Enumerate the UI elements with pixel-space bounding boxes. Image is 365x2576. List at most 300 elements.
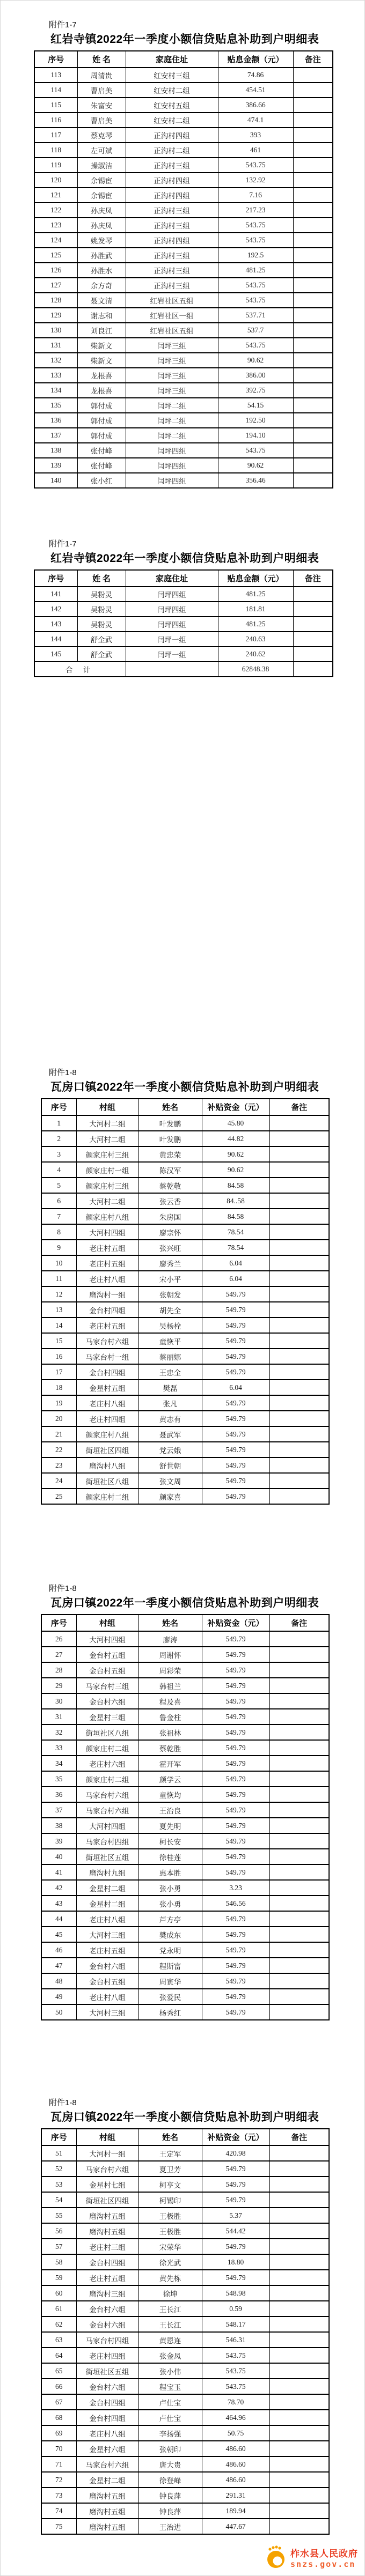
table-cell: 郭付成 xyxy=(77,398,126,413)
table-cell xyxy=(269,1178,329,1193)
table-cell xyxy=(269,1395,329,1411)
table-cell: 549.79 xyxy=(202,1395,269,1411)
table-cell: 73 xyxy=(41,2488,76,2503)
table-cell: 街垣社区八组 xyxy=(76,1724,138,1740)
table-cell: 街垣社区五组 xyxy=(76,2363,138,2379)
table-cell: 黄恩连 xyxy=(138,2332,202,2348)
table-cell xyxy=(293,263,333,278)
table-row xyxy=(41,2316,329,2332)
column-header: 贴息金额（元） xyxy=(218,570,293,587)
table-cell: 闫坪四组 xyxy=(126,587,218,602)
table-cell xyxy=(269,2363,329,2379)
table-cell: 12 xyxy=(41,1286,76,1302)
subsidy-table xyxy=(41,1614,330,2020)
table-cell xyxy=(293,353,333,368)
table-row xyxy=(41,1209,329,1224)
table-cell xyxy=(269,1286,329,1302)
table-cell: 549.79 xyxy=(202,1849,269,1864)
table-cell: 马家台村六组 xyxy=(76,1333,138,1349)
table-cell: 549.79 xyxy=(202,1833,269,1849)
table-cell: 59 xyxy=(41,2270,76,2285)
table-cell: 549.79 xyxy=(202,2161,269,2177)
table-cell: 周谢怀 xyxy=(138,1647,202,1662)
table-cell: 393 xyxy=(218,128,293,143)
table-cell xyxy=(269,1662,329,1678)
table-row xyxy=(34,68,333,83)
table-cell: 舒全武 xyxy=(77,632,126,647)
table-cell: 蔡丽娜 xyxy=(138,1349,202,1364)
table-cell: 129 xyxy=(34,308,77,323)
table-cell: 颜家庄村八组 xyxy=(76,1426,138,1442)
table-cell: 132 xyxy=(34,353,77,368)
table-cell xyxy=(126,662,218,677)
table-cell: 金星村三组 xyxy=(76,1709,138,1724)
table-cell: 闫坪四组 xyxy=(126,602,218,617)
table-cell: 481.25 xyxy=(218,263,293,278)
table-cell: 正沟村三组 xyxy=(126,203,218,218)
table-cell xyxy=(269,2208,329,2223)
table-cell: 金星村二组 xyxy=(76,2472,138,2488)
table-cell: 543.75 xyxy=(218,278,293,293)
table-row xyxy=(41,1631,329,1647)
table-cell: 39 xyxy=(41,1833,76,1849)
table-cell: 老庄村五组 xyxy=(76,2270,138,2285)
table-cell: 颜家喜 xyxy=(138,1489,202,1504)
table-cell xyxy=(269,2456,329,2472)
table-row xyxy=(41,1973,329,1989)
table-cell: 26 xyxy=(41,1631,76,1647)
table-cell: 549.79 xyxy=(202,1333,269,1349)
table-cell: 老庄村八组 xyxy=(76,1395,138,1411)
table-cell: 陈汉军 xyxy=(138,1162,202,1178)
table-cell: 130 xyxy=(34,323,77,338)
table-cell: 老庄村六组 xyxy=(76,1756,138,1771)
table-header-row xyxy=(41,1615,329,1631)
table-row xyxy=(41,2441,329,2456)
table-cell: 9 xyxy=(41,1240,76,1255)
page-sheet-2 xyxy=(1,488,365,677)
table-row xyxy=(41,2223,329,2239)
table-row xyxy=(41,2192,329,2208)
table-cell: 119 xyxy=(34,158,77,173)
table-cell: 张付峰 xyxy=(77,443,126,458)
table-cell: 22 xyxy=(41,1442,76,1457)
table-cell: 张金凤 xyxy=(138,2348,202,2363)
table-cell: 135 xyxy=(34,398,77,413)
table-cell: 李扬强 xyxy=(138,2425,202,2441)
table-cell: 磨沟村五组 xyxy=(76,2208,138,2223)
table-header-row xyxy=(34,51,333,68)
attachment-label: 附件1-7 xyxy=(49,20,77,29)
table-cell: 大河村三组 xyxy=(76,2004,138,2020)
table-cell xyxy=(269,1787,329,1802)
table-cell: 461 xyxy=(218,143,293,158)
table-cell: 543.75 xyxy=(218,218,293,233)
page-title: 瓦房口镇2022年一季度小额信贷贴息补助到户明细表 xyxy=(50,1081,319,1093)
table-cell: 韩祖兰 xyxy=(138,1678,202,1693)
table-cell: 549.79 xyxy=(202,1349,269,1364)
table-cell: 291.31 xyxy=(202,2488,269,2503)
table-cell xyxy=(269,1724,329,1740)
table-row xyxy=(34,113,333,128)
table-row xyxy=(41,2285,329,2301)
table-cell: 486.60 xyxy=(202,2472,269,2488)
table-cell xyxy=(269,2379,329,2394)
table-cell xyxy=(293,278,333,293)
table-cell: 张小勇 xyxy=(138,1880,202,1896)
table-cell: 大河村二组 xyxy=(76,1115,138,1131)
table-cell: 磨沟村五组 xyxy=(76,2488,138,2503)
table-cell: 549.79 xyxy=(202,1724,269,1740)
table-cell: 马家台村一组 xyxy=(76,1349,138,1364)
table-cell: 蔡乾敬 xyxy=(138,1178,202,1193)
table-row xyxy=(34,353,333,368)
table-cell: 老庄村四组 xyxy=(76,2348,138,2363)
table-cell: 63 xyxy=(41,2332,76,2348)
table-row xyxy=(34,428,333,443)
table-cell xyxy=(269,2488,329,2503)
table-row xyxy=(41,1302,329,1317)
table-cell xyxy=(293,248,333,263)
table-cell: 392.75 xyxy=(218,383,293,398)
table-row xyxy=(34,602,333,617)
table-cell xyxy=(269,2145,329,2161)
table-cell xyxy=(269,1411,329,1426)
page-sheet-3 xyxy=(1,677,365,1505)
table-cell: 颜家庄村一组 xyxy=(76,1162,138,1178)
table-cell: 闫坪一组 xyxy=(126,632,218,647)
table-cell: 420.98 xyxy=(202,2145,269,2161)
table-cell: 街垣社区八组 xyxy=(76,1473,138,1489)
table-cell: 84.58 xyxy=(202,1209,269,1224)
table-cell xyxy=(269,2332,329,2348)
table-cell: 114 xyxy=(34,83,77,98)
table-cell xyxy=(293,602,333,617)
table-cell xyxy=(269,1973,329,1989)
table-cell: 王极胜 xyxy=(138,2208,202,2223)
table-cell: 15 xyxy=(41,1333,76,1349)
table-cell: 余锡宦 xyxy=(77,173,126,188)
attachment-label: 附件1-8 xyxy=(49,2098,77,2107)
table-cell: 王极胜 xyxy=(138,2223,202,2239)
table-row xyxy=(34,413,333,428)
column-header: 姓名 xyxy=(138,1615,202,1631)
table-cell: 0.59 xyxy=(202,2301,269,2316)
table-row xyxy=(41,2004,329,2020)
table-cell xyxy=(293,293,333,308)
table-cell xyxy=(269,1115,329,1131)
table-row xyxy=(41,1442,329,1457)
table-cell xyxy=(293,98,333,113)
table-cell: 黄志有 xyxy=(138,1411,202,1426)
table-cell: 吴粉灵 xyxy=(77,602,126,617)
attachment-label: 附件1-7 xyxy=(49,539,77,549)
table-cell: 金台村四组 xyxy=(76,1302,138,1317)
table-cell: 124 xyxy=(34,233,77,248)
table-cell: 闫坪二组 xyxy=(126,398,218,413)
table-cell: 145 xyxy=(34,647,77,662)
column-header: 序号 xyxy=(41,1099,76,1115)
page-sheet-1 xyxy=(1,1,365,488)
table-cell xyxy=(269,2348,329,2363)
table-cell: 549.79 xyxy=(202,1489,269,1504)
table-cell: 颜家庄村三组 xyxy=(76,1178,138,1193)
table-cell xyxy=(269,1209,329,1224)
table-cell: 红岩社区一组 xyxy=(126,308,218,323)
table-cell: 柴新文 xyxy=(77,338,126,353)
table-cell: 老庄村五组 xyxy=(76,1240,138,1255)
table-cell: 杨秀红 xyxy=(138,2004,202,2020)
table-cell: 37 xyxy=(41,1802,76,1818)
table-cell xyxy=(269,2316,329,2332)
table-row xyxy=(41,1647,329,1662)
table-cell xyxy=(293,83,333,98)
table-row xyxy=(41,2301,329,2316)
table-cell: 钟良萍 xyxy=(138,2503,202,2519)
table-cell: 546.56 xyxy=(202,1896,269,1911)
table-row xyxy=(41,1131,329,1146)
table-cell: 樊成东 xyxy=(138,1927,202,1942)
table-cell xyxy=(293,233,333,248)
table-cell: 45.80 xyxy=(202,1115,269,1131)
table-cell: 549.79 xyxy=(202,1302,269,1317)
table-cell: 537.71 xyxy=(218,308,293,323)
table-cell: 龙根喜 xyxy=(77,383,126,398)
table-row xyxy=(34,173,333,188)
column-header: 贴息金额（元） xyxy=(218,51,293,68)
table-cell: 118 xyxy=(34,143,77,158)
table-cell: 舒全武 xyxy=(77,647,126,662)
table-cell xyxy=(293,128,333,143)
table-cell: 正沟村四组 xyxy=(126,188,218,203)
table-cell xyxy=(269,2161,329,2177)
table-cell: 10 xyxy=(41,1255,76,1271)
table-row xyxy=(41,1333,329,1349)
table-cell xyxy=(293,323,333,338)
table-cell: 549.79 xyxy=(202,1911,269,1927)
table-cell: 50.75 xyxy=(202,2425,269,2441)
table-row xyxy=(34,383,333,398)
table-cell xyxy=(293,218,333,233)
page-title: 红岩寺镇2022年一季度小额信贷贴息补助到户明细表 xyxy=(50,552,319,565)
table-cell: 240.62 xyxy=(218,647,293,662)
table-cell: 6.04 xyxy=(202,1380,269,1395)
table-cell xyxy=(293,368,333,383)
table-cell: 磨沟村三组 xyxy=(76,2285,138,2301)
table-cell: 孙胜武 xyxy=(77,248,126,263)
table-row xyxy=(41,1178,329,1193)
table-row xyxy=(34,128,333,143)
column-header: 姓 名 xyxy=(77,51,126,68)
table-cell: 126 xyxy=(34,263,77,278)
table-cell: 115 xyxy=(34,98,77,113)
table-cell: 王治进 xyxy=(138,2519,202,2534)
table-cell: 柴新文 xyxy=(77,353,126,368)
table-cell: 543.75 xyxy=(202,2348,269,2363)
table-cell: 35 xyxy=(41,1771,76,1787)
table-cell: 16 xyxy=(41,1349,76,1364)
subsidy-table xyxy=(34,50,333,488)
table-cell xyxy=(269,2004,329,2020)
table-cell: 金台村四组 xyxy=(76,2410,138,2425)
table-cell xyxy=(269,1927,329,1942)
table-cell: 张凡 xyxy=(138,1395,202,1411)
table-cell: 543.75 xyxy=(218,338,293,353)
table-cell: 41 xyxy=(41,1864,76,1880)
table-cell: 6 xyxy=(41,1193,76,1209)
table-cell: 549.79 xyxy=(202,1647,269,1662)
table-cell: 大河村四组 xyxy=(76,1818,138,1833)
table-row xyxy=(41,1286,329,1302)
table-row xyxy=(41,2145,329,2161)
table-cell xyxy=(269,1146,329,1162)
table-cell: 192.5 xyxy=(218,248,293,263)
table-cell: 121 xyxy=(34,188,77,203)
table-cell: 老庄村五组 xyxy=(76,1317,138,1333)
table-cell xyxy=(269,1193,329,1209)
table-cell: 张爱民 xyxy=(138,1989,202,2004)
total-row xyxy=(34,662,333,677)
table-cell: 磨沟村五组 xyxy=(76,2519,138,2534)
table-cell: 549.79 xyxy=(202,1973,269,1989)
table-cell xyxy=(269,1271,329,1286)
table-cell: 549.79 xyxy=(202,1927,269,1942)
table-cell xyxy=(293,158,333,173)
table-cell: 老庄村五组 xyxy=(76,1942,138,1958)
column-header: 备注 xyxy=(269,2129,329,2145)
table-cell: 闫坪二组 xyxy=(126,413,218,428)
table-cell: 67 xyxy=(41,2394,76,2410)
table-cell: 大河村三组 xyxy=(76,1927,138,1942)
table-cell: 正沟村三组 xyxy=(126,218,218,233)
table-cell: 51 xyxy=(41,2145,76,2161)
table-cell: 44 xyxy=(41,1911,76,1927)
table-cell xyxy=(269,2239,329,2254)
table-row xyxy=(41,1426,329,1442)
table-cell: 磨沟村五组 xyxy=(76,2223,138,2239)
table-cell: 正沟村三组 xyxy=(126,278,218,293)
table-cell: 143 xyxy=(34,617,77,632)
table-cell xyxy=(269,1864,329,1880)
table-cell: 张文周 xyxy=(138,1473,202,1489)
table-cell xyxy=(269,1162,329,1178)
table-cell: 左可斌 xyxy=(77,143,126,158)
table-cell: 金台村六组 xyxy=(76,2301,138,2316)
table-row xyxy=(34,323,333,338)
table-cell: 549.79 xyxy=(202,1364,269,1380)
table-cell: 街垣社区四组 xyxy=(76,1442,138,1457)
table-row xyxy=(41,1473,329,1489)
table-row xyxy=(41,1193,329,1209)
table-cell: 周彩荣 xyxy=(138,1662,202,1678)
table-cell: 6.04 xyxy=(202,1271,269,1286)
table-cell: 程斯富 xyxy=(138,1958,202,1973)
table-row xyxy=(41,1833,329,1849)
table-cell: 549.79 xyxy=(202,1787,269,1802)
table-cell: 余锡宦 xyxy=(77,188,126,203)
table-row xyxy=(41,1989,329,2004)
table-cell: 马家台村六组 xyxy=(76,1802,138,1818)
table-header-row xyxy=(34,570,333,587)
table-row xyxy=(41,2379,329,2394)
table-cell: 闫坪四组 xyxy=(126,473,218,488)
table-cell xyxy=(269,1678,329,1693)
table-cell: 夏卫芳 xyxy=(138,2161,202,2177)
table-cell: 134 xyxy=(34,383,77,398)
column-header: 家庭住址 xyxy=(126,570,218,587)
table-cell xyxy=(269,2472,329,2488)
table-row xyxy=(34,143,333,158)
table-cell: 549.79 xyxy=(202,1411,269,1426)
table-cell: 颜学云 xyxy=(138,1771,202,1787)
table-cell: 廖宗怀 xyxy=(138,1224,202,1240)
table-cell: 549.79 xyxy=(202,1317,269,1333)
table-cell: 金台村四组 xyxy=(76,2394,138,2410)
table-cell: 金星村六组 xyxy=(76,2441,138,2456)
table-cell: 546.31 xyxy=(202,2332,269,2348)
table-cell xyxy=(293,113,333,128)
table-cell: 张兴旺 xyxy=(138,1240,202,1255)
table-cell: 吴粉灵 xyxy=(77,617,126,632)
table-cell: 66 xyxy=(41,2379,76,2394)
table-cell: 柯长安 xyxy=(138,1833,202,1849)
table-cell: 正沟村三组 xyxy=(126,263,218,278)
table-cell: 街垣社区四组 xyxy=(76,2192,138,2208)
table-cell: 543.75 xyxy=(218,158,293,173)
table-cell xyxy=(269,1442,329,1457)
table-cell: 马家台村六组 xyxy=(76,2456,138,2472)
table-cell: 闫坪二组 xyxy=(126,428,218,443)
table-cell: 549.79 xyxy=(202,1958,269,1973)
page-title: 红岩寺镇2022年一季度小额信贷贴息补助到户明细表 xyxy=(50,33,319,46)
column-header: 家庭住址 xyxy=(126,51,218,68)
gov-site-watermark xyxy=(266,2545,358,2572)
table-cell: 金台村六组 xyxy=(76,2379,138,2394)
table-cell: 54 xyxy=(41,2192,76,2208)
table-cell: 鲁金柱 xyxy=(138,1709,202,1724)
table-cell: 大河村四组 xyxy=(76,1631,138,1647)
table-cell: 磨沟村九组 xyxy=(76,1864,138,1880)
table-cell xyxy=(269,1880,329,1896)
table-cell: 夏先明 xyxy=(138,1818,202,1833)
table-cell xyxy=(269,1489,329,1504)
table-cell xyxy=(269,1333,329,1349)
table-row xyxy=(41,1240,329,1255)
table-cell: 钟良萍 xyxy=(138,2488,202,2503)
table-row xyxy=(41,1927,329,1942)
table-cell: 125 xyxy=(34,248,77,263)
table-cell: 127 xyxy=(34,278,77,293)
table-cell: 40 xyxy=(41,1849,76,1864)
table-cell xyxy=(269,2301,329,2316)
table-cell: 141 xyxy=(34,587,77,602)
table-cell: 32 xyxy=(41,1724,76,1740)
column-header: 备注 xyxy=(269,1099,329,1115)
table-cell: 金台村六组 xyxy=(76,1958,138,1973)
table-cell: 胡先全 xyxy=(138,1302,202,1317)
table-cell xyxy=(269,1756,329,1771)
table-cell: 11 xyxy=(41,1271,76,1286)
table-cell: 王长江 xyxy=(138,2316,202,2332)
table-cell: 544.42 xyxy=(202,2223,269,2239)
page-title: 瓦房口镇2022年一季度小额信贷贴息补助到户明细表 xyxy=(50,1597,319,1609)
table-cell: 党云娥 xyxy=(138,1442,202,1457)
table-cell: 郭付成 xyxy=(77,413,126,428)
table-cell xyxy=(293,338,333,353)
table-cell: 金台村四组 xyxy=(76,2254,138,2270)
table-cell: 金星村二组 xyxy=(76,1880,138,1896)
table-cell: 18.80 xyxy=(202,2254,269,2270)
